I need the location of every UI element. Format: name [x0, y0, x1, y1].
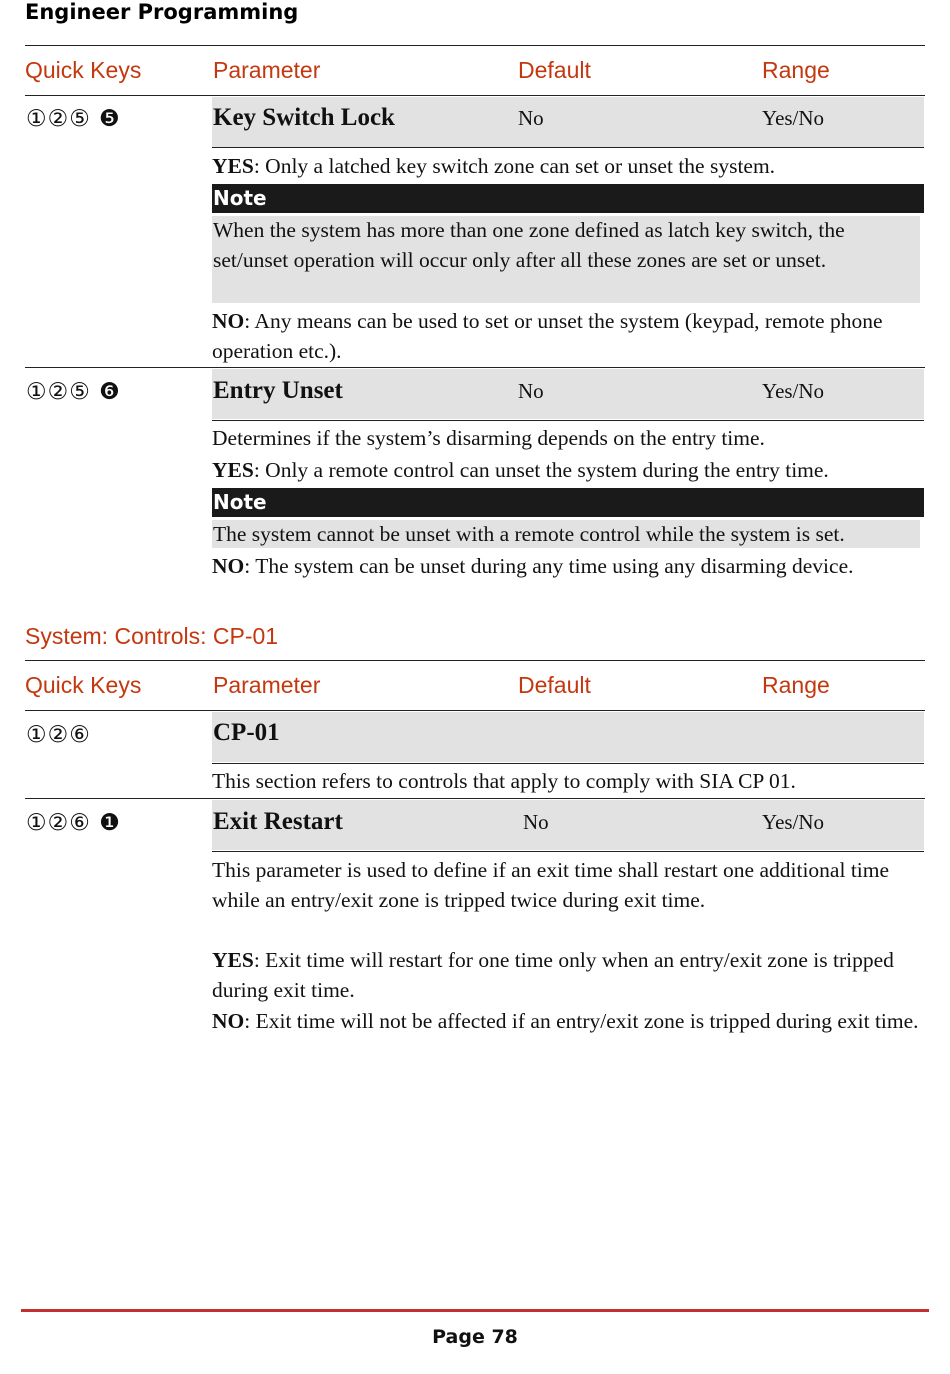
param-row-bg [212, 712, 924, 762]
header-rule-bottom [25, 95, 925, 96]
note-heading: Note [212, 184, 924, 213]
col-header-default: Default [518, 57, 591, 83]
yes-label: YES [212, 154, 254, 178]
no-description [212, 307, 924, 366]
param-rule [212, 147, 924, 148]
section-title: System: Controls: CP-01 [25, 623, 279, 649]
col-header-default: Default [518, 672, 591, 698]
header-rule-top [25, 45, 925, 46]
note-heading: Note [212, 488, 924, 517]
quick-keys: ①②⑤ ❻ [26, 379, 121, 405]
col-header-parameter: Parameter [213, 672, 321, 698]
col-header-range: Range [762, 57, 830, 83]
col-header-parameter: Parameter [213, 57, 321, 83]
yes-description [212, 456, 924, 486]
quick-keys: ①②⑥ ❶ [26, 810, 121, 836]
param-rule [212, 763, 924, 764]
param-description: This section refers to controls that apply to comply with SIA CP 01. [212, 769, 796, 793]
param-rule [212, 420, 924, 421]
yes-label: YES [212, 458, 254, 482]
quick-keys: ①②⑤ ❺ [26, 106, 121, 132]
param-description: This parameter is used to define if an exit time shall restart one additional time while an entry/exit zone is tripped twice during exit time. [212, 858, 890, 912]
page-number: Page 78 [432, 1326, 518, 1348]
note-text: When the system has more than one zone defined as latch key switch, the set/unset operation will occur only after all these zones are set or unset. [212, 216, 920, 303]
header-rule-top [25, 660, 925, 661]
yes-description [212, 946, 924, 1005]
no-text: : The system can be unset during any time using any disarming device. [244, 554, 854, 578]
no-description [212, 1007, 924, 1037]
no-text: : Any means can be used to set or unset the system (keypad, remote phone operation etc.). [212, 309, 883, 363]
param-range: Yes/No [762, 379, 825, 403]
quick-keys: ①②⑥ [26, 722, 91, 748]
footer-rule [21, 1309, 929, 1312]
param-default: No [518, 379, 544, 403]
page-title: Engineer Programming [25, 0, 299, 24]
param-name: Entry Unset [213, 377, 343, 404]
yes-text: : Exit time will restart for one time only when an entry/exit zone is tripped during exit time. [212, 948, 894, 1002]
param-name: Key Switch Lock [213, 104, 395, 131]
yes-text: : Only a remote control can unset the system during the entry time. [253, 458, 829, 482]
param-default: No [523, 810, 549, 834]
no-label: NO [212, 554, 245, 578]
col-header-quick-keys: Quick Keys [25, 672, 142, 698]
col-header-quick-keys: Quick Keys [25, 57, 142, 83]
no-description [212, 552, 924, 582]
yes-description [212, 152, 924, 182]
param-range: Yes/No [762, 106, 825, 130]
header-rule-bottom [25, 710, 925, 711]
param-range: Yes/No [762, 810, 825, 834]
row-divider [25, 798, 925, 799]
row-divider [25, 367, 925, 368]
yes-text: : Only a latched key switch zone can set or unset the system. [253, 154, 776, 178]
no-label: NO [212, 309, 245, 333]
param-rule [212, 851, 924, 852]
no-text: : Exit time will not be affected if an entry/exit zone is tripped during exit time. [244, 1009, 919, 1033]
yes-label: YES [212, 948, 254, 972]
param-description: Determines if the system’s disarming depends on the entry time. [212, 426, 765, 450]
no-label: NO [212, 1009, 245, 1033]
param-name: CP-01 [213, 719, 280, 746]
col-header-range: Range [762, 672, 830, 698]
note-text: The system cannot be unset with a remote control while the system is set. [212, 520, 920, 548]
param-name: Exit Restart [213, 808, 343, 835]
param-default: No [518, 106, 544, 130]
